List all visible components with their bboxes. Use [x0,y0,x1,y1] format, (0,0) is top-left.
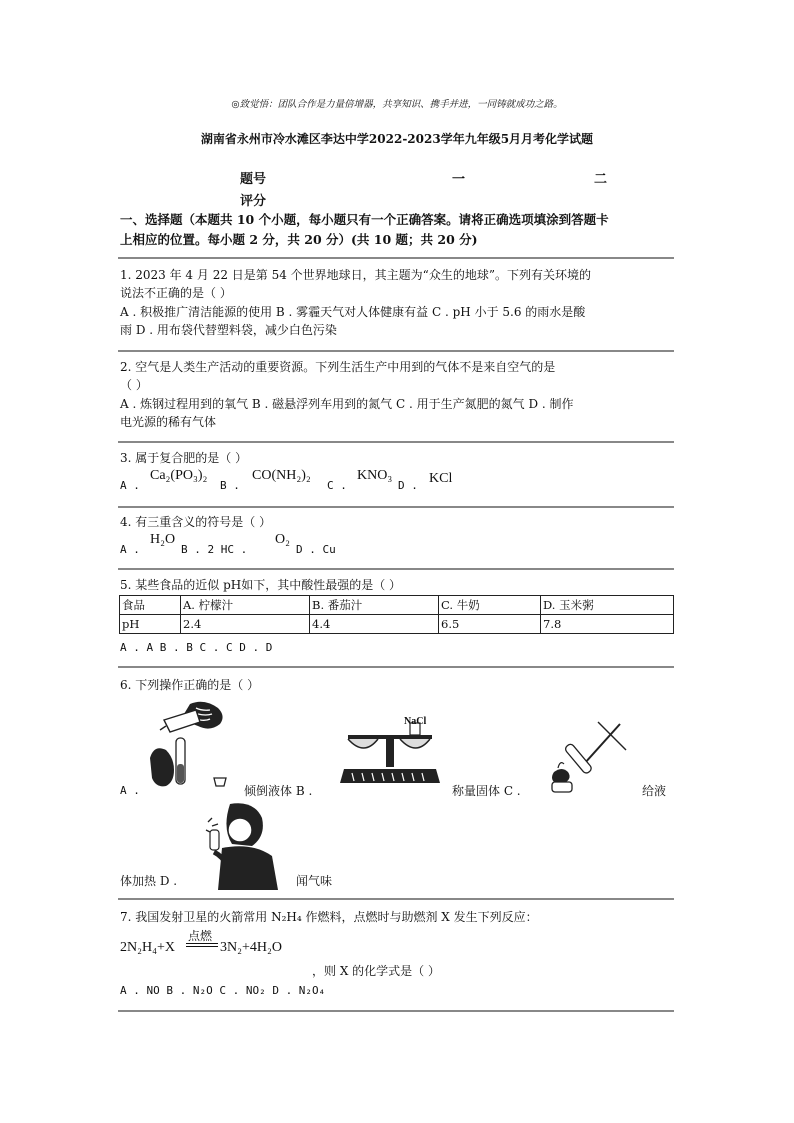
q3-formula-d: KCl [429,471,453,486]
q3-option-d-label: D . [398,479,418,492]
table-row [120,596,674,615]
divider [118,441,674,443]
section-1-heading-line1: 一、选择题（本题共 10 个小题，每小题只有一个正确答案。请将正确选项填涂到答题卡 [120,212,609,227]
q6-label-c-part2: 体加热 D . [120,874,178,888]
q7-question: ，则 X 的化学式是（ ） [312,964,440,978]
divider [118,350,674,352]
q2-options-line2: 电光源的稀有气体 [120,415,217,429]
table-row [120,615,674,634]
q1-stem-line1: 1. 2023 年 4 月 22 日是第 54 个世界地球日，其主题为“众生的地球”。下列有关环境的 [120,268,591,282]
q6-label-c-part1: 给液 [642,784,667,798]
q6-label-a: 倾倒液体 B . [244,784,313,798]
score-col-1: 一 [452,172,466,187]
smelling-illustration [200,800,280,890]
q7-equation-right: 3N₂+4H₂O [220,940,282,955]
table-cell: C. 牛奶 [439,596,541,615]
q5-options: A . A B . B C . C D . D [120,641,273,654]
q3-stem: 3. 属于复合肥的是（ ） [120,451,248,465]
q6-stem: 6. 下列操作正确的是（ ） [120,678,260,692]
table-cell: 6.5 [439,615,541,634]
q3-formula-b: CO(NH₂)₂ [252,468,311,483]
q2-stem-line2: （ ） [120,378,148,392]
q1-stem-line2: 说法不正确的是（ ） [120,286,232,300]
divider [118,257,674,259]
table-cell: B. 番茄汁 [310,596,439,615]
q6-label-d: 闻气味 [296,874,333,888]
q5-stem: 5. 某些食品的近似 pH如下，其中酸性最强的是（ ） [120,578,402,592]
divider [118,506,674,508]
q4-formula-c: O₂ [275,532,290,547]
divider [118,568,674,570]
q2-stem-line1: 2. 空气是人类生产活动的重要资源。下列生活生产中用到的气体不是来自空气的是 [120,360,556,374]
heating-liquid-illustration [544,718,628,798]
q7-options: A . NO B . N₂O C . NO₂ D . N₂O₄ [120,984,326,997]
score-row-label-score: 评分 [240,194,267,209]
q1-options-line2: 雨 D . 用布袋代替塑料袋，减少白色污染 [120,323,337,337]
q4-option-b-c: B . 2 HC . [181,543,248,556]
page-title: 湖南省永州市冷水滩区李达中学2022-2023学年九年级5月月考化学试题 [200,132,594,146]
header-motto: ◎致觉悟：团队合作是力量倍增器，共享知识、携手并进，一同铸就成功之路。 [231,99,563,110]
q4-option-d: D . Cu [296,543,336,556]
q7-equation-bar [186,943,218,947]
table-cell: A. 柠檬汁 [181,596,310,615]
q3-option-c-label: C . [327,479,347,492]
score-col-2: 二 [594,172,608,187]
pouring-liquid-illustration [150,698,230,796]
section-1-heading-line2: 上相应的位置。每小题 2 分，共 20 分）(共 10 题；共 20 分) [120,232,478,247]
q3-formula-a: Ca₂(PO₃)₂ [150,468,208,483]
q3-option-a-label: A . [120,479,140,492]
balance-illustration [338,713,442,797]
table-cell: 4.4 [310,615,439,634]
q7-equation-condition: 点燃 [188,929,213,943]
q3-option-b-label: B . [220,479,240,492]
nacl-label: NaCl [404,716,427,727]
q1-options-line1: A . 积极推广清洁能源的使用 B . 雾霾天气对人体健康有益 C . pH 小于 5.6 的雨水是酸 [120,305,586,319]
divider [118,898,674,900]
q4-formula-a: H₂O [150,532,176,547]
table-cell: D. 玉米粥 [541,596,674,615]
divider [118,666,674,668]
q7-stem: 7. 我国发射卫星的火箭常用 N₂H₄ 作燃料，点燃时与助燃剂 X 发生下列反应： [120,910,538,924]
table-cell: 食品 [120,596,181,615]
q2-options-line1: A . 炼钢过程用到的氧气 B . 磁悬浮列车用到的氮气 C . 用于生产氮肥的氮气 D . 制作 [120,397,574,411]
divider [118,1010,674,1012]
table-cell: 2.4 [181,615,310,634]
score-row-label-number: 题号 [240,172,267,187]
ph-table [119,595,674,634]
q7-equation-left: 2N₂H₄+X [120,940,175,955]
q4-stem: 4. 有三重含义的符号是（ ） [120,515,272,529]
q4-option-a-label: A . [120,543,140,556]
table-cell: pH [120,615,181,634]
q6-label-b: 称量固体 C . [452,784,521,798]
table-cell: 7.8 [541,615,674,634]
q3-formula-c: KNO₃ [357,468,393,483]
q6-option-a-label: A . [120,784,140,797]
